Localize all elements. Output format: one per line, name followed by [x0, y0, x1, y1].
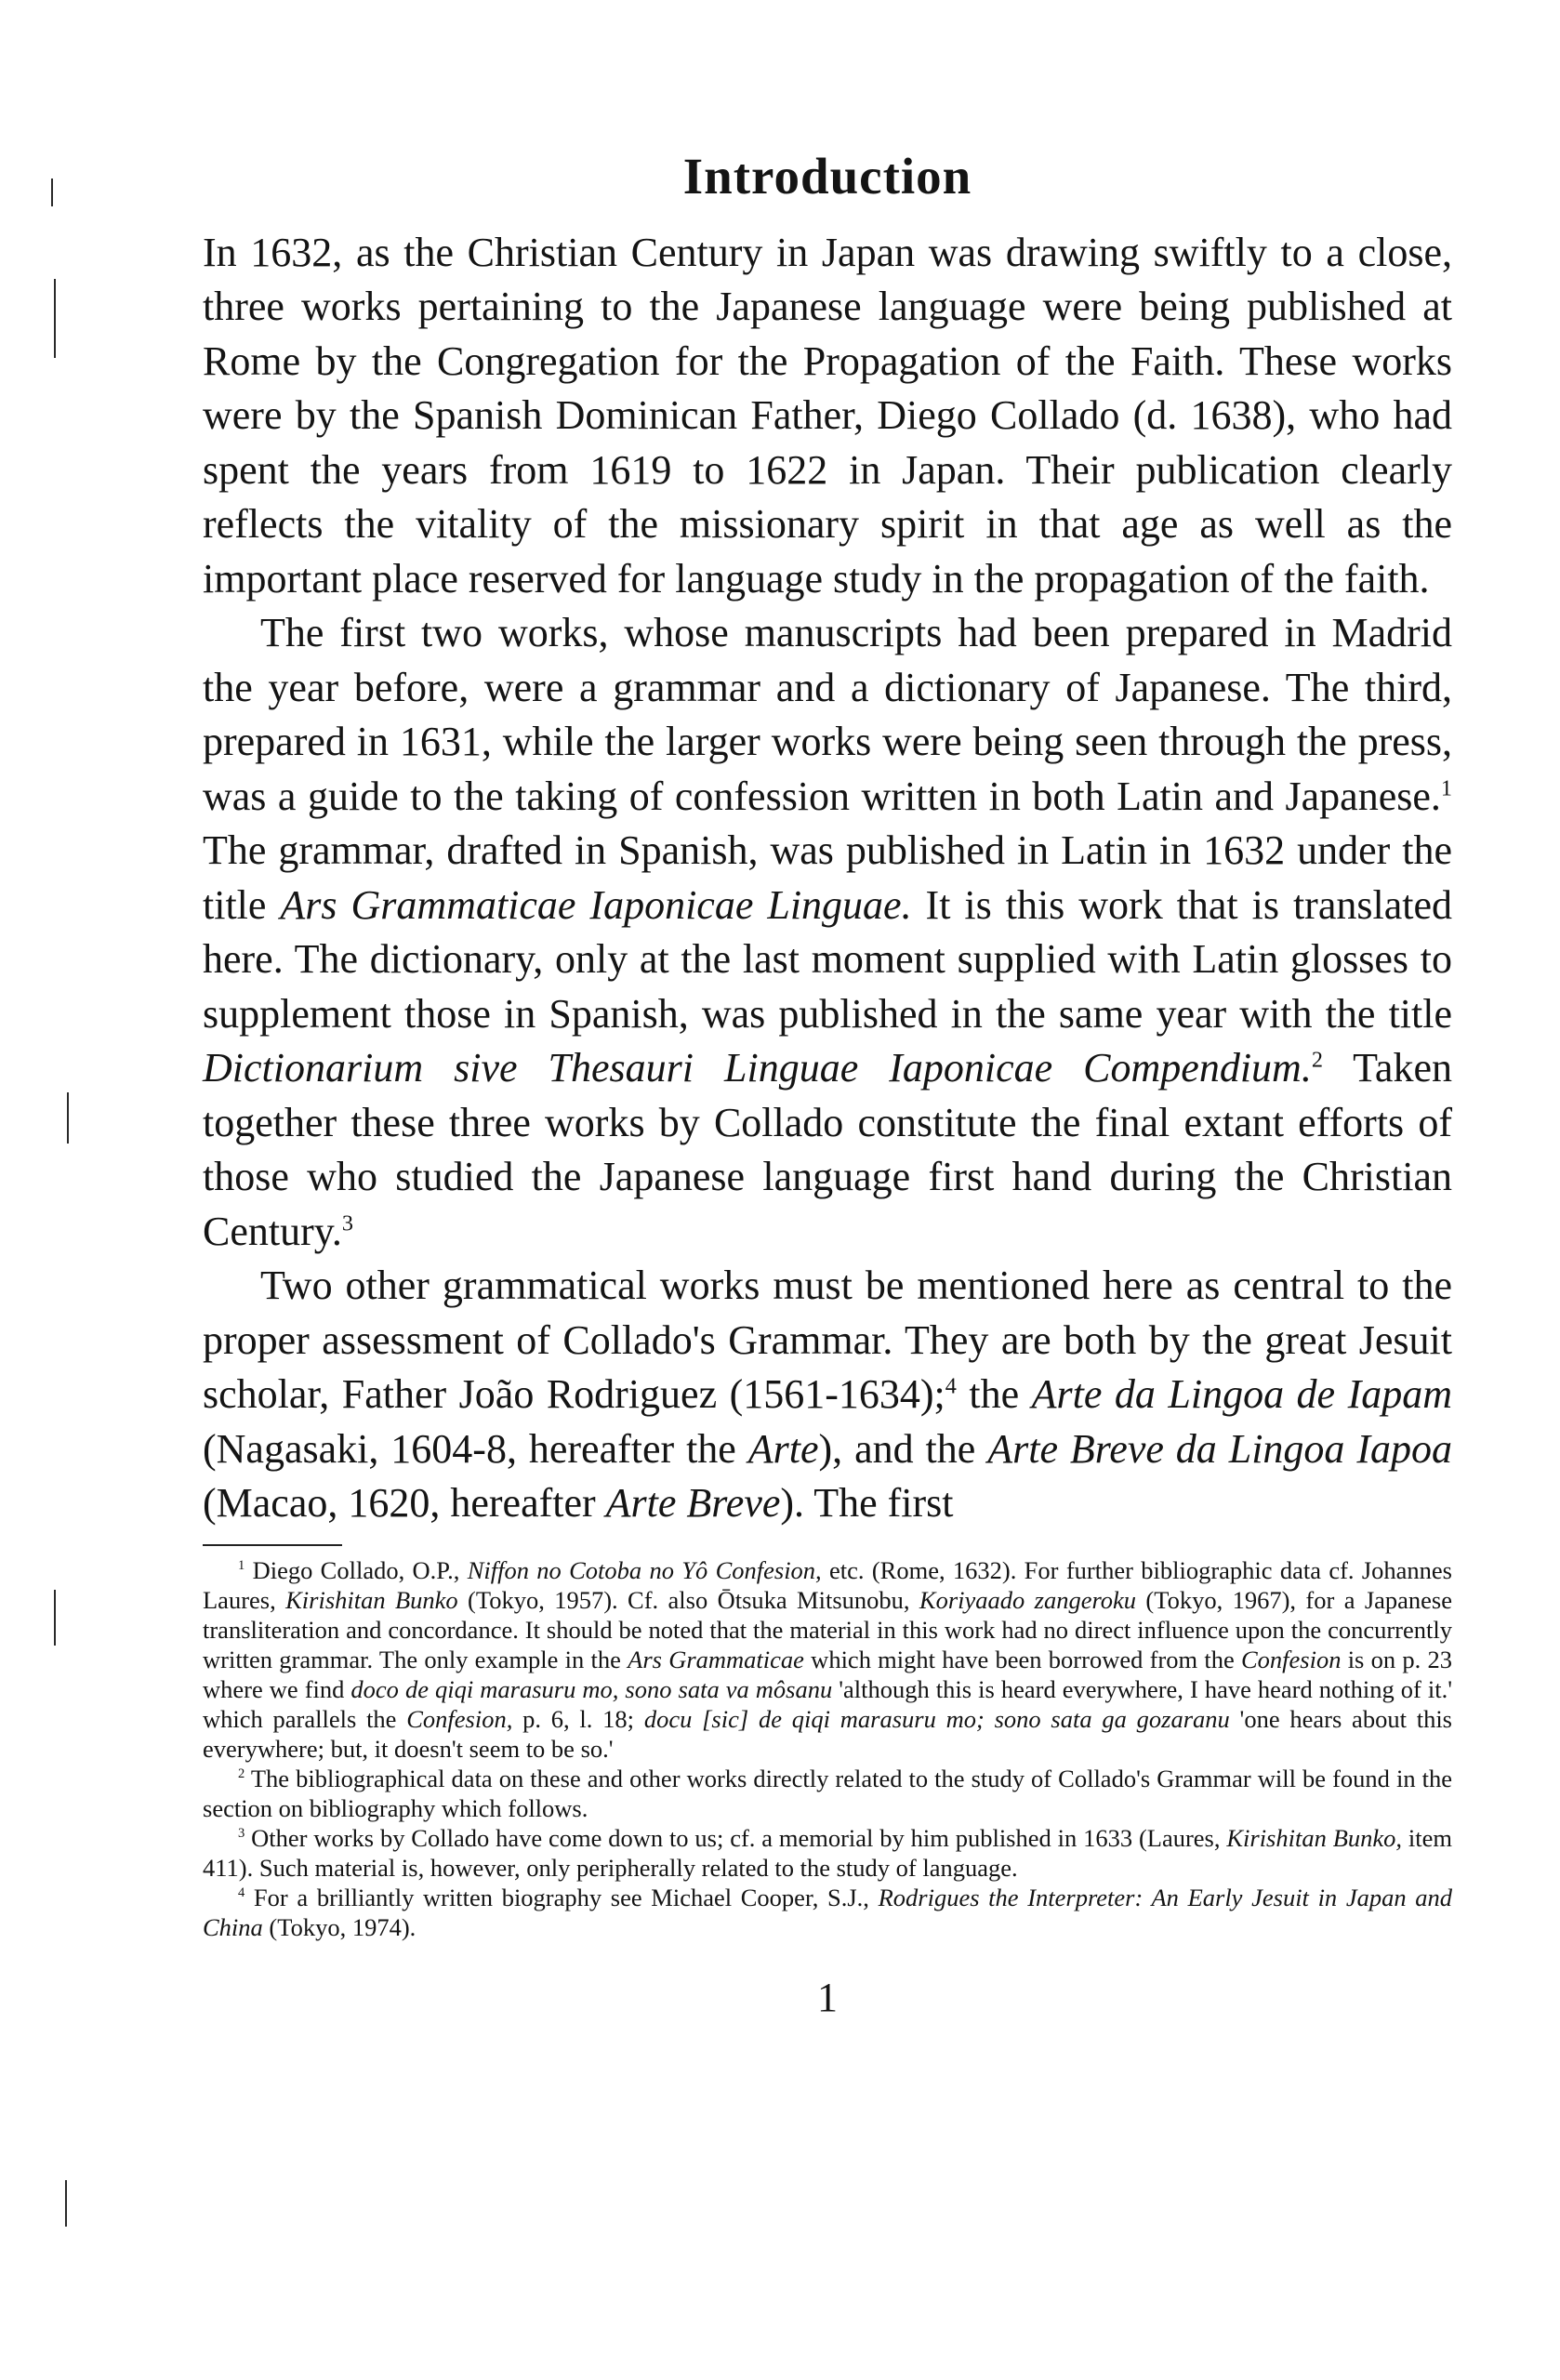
paragraph-2 [203, 606, 1452, 1259]
text-run: (Tokyo, 1957). Cf. also Ōtsuka Mitsunobu, [457, 1585, 919, 1614]
book-title: Rodrigues the Interpreter: An Early Jesuit in Japan and China [203, 1883, 1452, 1941]
margin-mark [67, 1092, 69, 1144]
book-title: Confesion [1240, 1645, 1342, 1673]
footnote-number: 2 [238, 1765, 245, 1781]
text-run: (Macao, 1620, hereafter [203, 1480, 606, 1526]
book-title: Arte da Lingoa de Iapam [1031, 1371, 1453, 1417]
text-run: ). The first [780, 1480, 954, 1526]
book-title: Arte [747, 1425, 819, 1472]
text-run: 'although this is heard everywhere, I have heard nothing of it.' which parallels the [203, 1674, 1452, 1733]
quoted-phrase: docu [sic] de qiqi marasuru mo; sono sata ga gozaranu [643, 1704, 1230, 1733]
footnote-ref: 3 [341, 1210, 353, 1236]
text-run: For a brilliantly written biography see Michael Cooper, S.J., [245, 1883, 879, 1911]
margin-mark [65, 2180, 67, 2227]
text-run: (Tokyo, 1967), for a Japanese transliteration and concordance. It should be noted that the material in this work had no direct influence upon the concurrently written grammar. The only example in the [203, 1585, 1452, 1673]
text-run: The grammar, drafted in Spanish, was published in Latin in 1632 under the title [203, 827, 1452, 928]
text-run: Diego Collado, O.P., [245, 1555, 468, 1584]
document-page [203, 149, 1452, 2021]
footnote-number: 3 [238, 1825, 245, 1841]
paragraph-1 [203, 226, 1452, 607]
text-run: The bibliographical data on these and other works directly related to the study of Collado's Grammar will be found in the section on bibliography which follows. [203, 1764, 1452, 1822]
text-run: The first two works, whose manuscripts had been prepared in Madrid the year before, were a grammar and a dictionary of Japanese. The third, prepared in 1631, while the larger works were being seen through the press, was a guide to the taking of confession written in both Latin and Japanese. [203, 610, 1452, 819]
text-run: Other works by Collado have come down to us; cf. a memorial by him published in 1633 (Laures, [245, 1823, 1227, 1852]
book-title: Confesion, [406, 1704, 513, 1733]
book-title: Arte Breve da Lingoa Iapoa [987, 1425, 1452, 1472]
margin-mark [54, 279, 56, 358]
text-run: item 411). Such material is, however, only peripherally related to the study of language. [203, 1823, 1452, 1882]
footnote-ref: 4 [945, 1373, 957, 1399]
quoted-phrase: doco de qiqi marasuru mo, sono sata va môsanu [350, 1674, 833, 1703]
footnote-ref: 2 [1311, 1047, 1323, 1073]
text-run: In 1632, as the Christian Century in Japan was drawing swiftly to a close, three works pertaining to the Japanese language were being published at Rome by the Congregation for the Propagation of the Faith. These works were by the Spanish Dominican Father, Diego Collado (d. 1638), who had spent the years from 1619 to 1622 in Japan. Their publication clearly reflects the vitality of the missionary spirit in that age as well as the important place reserved for language study in the propagation of the faith. [203, 229, 1452, 602]
book-title: Ars Grammaticae Iaponicae Linguae. [280, 881, 912, 928]
text-run: etc. (Rome, 1632). For further bibliographic data cf. Johannes Laures, [203, 1555, 1452, 1614]
book-title: Arte Breve [605, 1480, 781, 1526]
text-run: which might have been borrowed from the [803, 1645, 1241, 1673]
text-run: 'one hears about this everywhere; but, it doesn't seem to be so.' [203, 1704, 1452, 1763]
book-title: Niffon no Cotoba no Yô Confesion, [467, 1555, 822, 1584]
margin-mark [54, 1590, 56, 1646]
body-text [203, 226, 1452, 1531]
footnote-2 [203, 1764, 1452, 1823]
footnotes [203, 1555, 1452, 1942]
footnote-ref: 1 [1440, 774, 1452, 800]
book-title: Dictionarium sive Thesauri Linguae Iaponicae Compendium. [203, 1045, 1312, 1091]
text-run: is on p. 23 where we find [203, 1645, 1452, 1703]
page-title: Introduction [682, 148, 972, 205]
book-title: Kirishitan Bunko, [1226, 1823, 1403, 1852]
footnote-rule [203, 1544, 342, 1546]
paragraph-3 [203, 1259, 1452, 1531]
text-run: It is this work that is translated here. The dictionary, only at the last moment supplied with Latin glosses to supplement those in Spanish, was published in the same year with the title [203, 881, 1452, 1037]
footnote-number: 4 [238, 1884, 245, 1900]
footnote-1 [203, 1555, 1452, 1764]
text-run: the [956, 1371, 1032, 1417]
footnote-number: 1 [238, 1557, 245, 1573]
book-title: Kirishitan Bunko [285, 1585, 458, 1614]
text-run: (Nagasaki, 1604-8, hereafter the [203, 1425, 748, 1472]
footnote-4 [203, 1883, 1452, 1942]
text-run: (Tokyo, 1974). [262, 1912, 416, 1941]
text-run: ), and the [818, 1425, 988, 1472]
page-number: 1 [817, 1974, 838, 2020]
text-run: p. 6, l. 18; [512, 1704, 644, 1733]
book-title: Koriyaado zangeroku [919, 1585, 1137, 1614]
text-run: Taken together these three works by Collado constitute the final extant efforts of those who studied the Japanese language first hand during the Christian Century. [203, 1045, 1452, 1254]
text-run: Two other grammatical works must be mentioned here as central to the proper assessment of Collado's Grammar. They are both by the great Jesuit scholar, Father João Rodriguez (1561-1634); [203, 1263, 1452, 1417]
book-title: Ars Grammaticae [628, 1645, 804, 1673]
footnote-3 [203, 1823, 1452, 1883]
margin-mark [51, 178, 53, 206]
